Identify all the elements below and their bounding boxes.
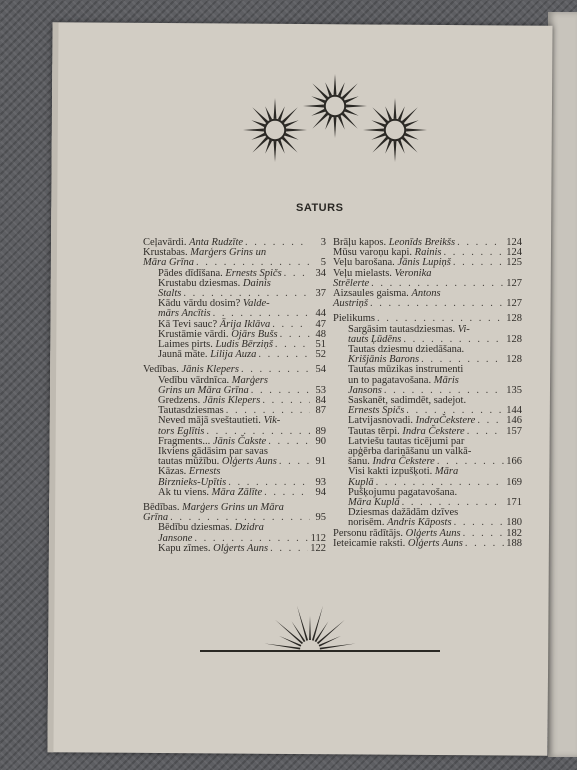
entry-author: tauts Ļūdēns: [348, 333, 402, 345]
ray: [303, 105, 324, 108]
toc-entry[interactable]: [333, 365, 522, 396]
entry-title: Krustabas.: [143, 247, 188, 259]
entry-author: Leonīds Breikšs: [388, 237, 456, 248]
entry-title: Ceļavārdi.: [143, 237, 187, 248]
entry-author: Ludis Bērziņš: [215, 339, 273, 351]
leader-dots: [282, 269, 310, 279]
entry-author: Olģerts Auns: [405, 527, 461, 539]
entry-title: Veļu mielasts.: [333, 267, 392, 279]
ray: [385, 106, 392, 120]
leader-dots: [463, 539, 504, 549]
page-number: 128: [506, 333, 522, 345]
page-number: 44: [315, 308, 326, 320]
entry-title: Krustabu dziesmas.: [158, 277, 241, 289]
ray: [309, 616, 311, 640]
ray: [398, 140, 405, 154]
page-number: 128: [506, 313, 522, 325]
leader-dots: [256, 350, 310, 360]
page-number: 3: [320, 237, 326, 248]
page-number: 157: [506, 425, 522, 437]
toc-line: [158, 488, 326, 498]
entry-author: tors Eglītis: [158, 425, 205, 437]
ray: [398, 106, 405, 120]
page-number: 91: [315, 456, 326, 468]
entry-author: Krišjānis Barons: [348, 354, 420, 366]
ray: [402, 137, 418, 153]
toc-entry[interactable]: [143, 467, 326, 487]
page-number: 94: [315, 486, 326, 498]
leader-dots: [260, 396, 310, 406]
ray: [265, 106, 272, 120]
ray: [264, 643, 300, 649]
toc-line: [348, 467, 522, 477]
page-number: 125: [506, 257, 522, 269]
page-number: 53: [315, 384, 326, 396]
entry-author: Valde-: [242, 298, 270, 310]
entry-title: Pušķojumu pagatavošana.: [348, 486, 458, 498]
entry-author: Kuplā: [348, 476, 374, 488]
ray: [274, 141, 277, 162]
ray: [315, 621, 329, 642]
entry-title: Tautas mūzikas instrumenti: [348, 364, 464, 376]
entry-author: Dzidra: [234, 522, 264, 534]
toc-line: [158, 279, 326, 289]
sun-center: [265, 120, 285, 140]
page-number: 182: [506, 527, 522, 539]
entry-title: Personu rādītājs.: [333, 527, 403, 539]
toc-entry[interactable]: [143, 544, 326, 554]
ray: [252, 137, 268, 153]
page-number: 135: [506, 384, 522, 396]
ray: [342, 83, 358, 99]
ray: [372, 137, 388, 153]
entry-author: Indra Čekstere: [402, 425, 465, 437]
page-number: 180: [506, 517, 522, 529]
ray: [346, 105, 367, 108]
entry-title: Laimes pirts.: [158, 339, 213, 351]
entry-author: Ojārs Bušs: [231, 328, 278, 340]
toc-entry[interactable]: [143, 488, 326, 498]
entry-author: Ernests: [188, 466, 221, 478]
entry-author: Marģers Grins un Māra: [182, 502, 284, 514]
ray: [278, 106, 285, 120]
page-number: 112: [310, 532, 326, 544]
entry-title: Latviešu tautas ticējumi par: [348, 435, 465, 447]
entry-author: Dainis: [242, 277, 271, 289]
entry-author: Māra Grīna: [143, 257, 195, 269]
entry-title: norisēm.: [348, 517, 385, 529]
ray: [325, 82, 332, 96]
toc-entry[interactable]: [143, 248, 326, 268]
ray: [363, 129, 384, 132]
toc-entry[interactable]: [143, 503, 326, 523]
entry-title: Bēdības.: [143, 502, 180, 514]
entry-title: Tautas dziesmu dziedāšana.: [348, 344, 465, 356]
ray: [279, 636, 301, 647]
entry-author: Strēlerte: [333, 277, 370, 289]
entry-author: Māra: [434, 466, 459, 478]
toc-entry[interactable]: [333, 289, 522, 309]
leader-dots: [277, 457, 310, 467]
entry-title: tautas mūžību.: [158, 456, 220, 468]
bottom-rule: [200, 650, 440, 652]
page-number: 169: [506, 476, 522, 488]
toc-entry[interactable]: [143, 447, 326, 467]
entry-author: Rainis: [414, 247, 442, 259]
ray: [265, 140, 272, 154]
toc-left-column: [143, 238, 326, 554]
ray: [385, 140, 392, 154]
leader-dots: [266, 437, 310, 447]
ray: [311, 96, 325, 103]
leader-dots: [461, 529, 505, 539]
toc-entry[interactable]: [143, 350, 326, 360]
ray: [338, 82, 345, 96]
entry-author: Jānis Klepers: [181, 364, 239, 376]
entry-title: Vedību vārdnīca.: [158, 374, 230, 386]
page-number: 48: [315, 328, 326, 340]
entry-title: Jaunā māte.: [158, 349, 208, 361]
entry-title: Bēdību dziesmas.: [158, 522, 233, 534]
page-number: 54: [315, 364, 326, 376]
entry-title: Pādes dīdīšana.: [158, 267, 223, 279]
ray: [405, 120, 419, 127]
page-number: 127: [506, 277, 522, 289]
entry-author: Grins un Māra Grīna: [158, 384, 249, 396]
leader-dots: [368, 299, 504, 309]
leader-dots: [262, 488, 310, 498]
page-number: 95: [315, 512, 326, 524]
entry-title: Kapu zīmes.: [158, 542, 211, 554]
toc-entry[interactable]: [333, 325, 522, 345]
ray: [285, 120, 299, 127]
ray: [405, 133, 419, 140]
entry-author: Ernests Spičs: [348, 405, 405, 417]
toc-entry[interactable]: [333, 508, 522, 528]
toc-line: [143, 503, 326, 513]
ray: [345, 109, 359, 116]
toc-line: [333, 299, 522, 309]
entry-author: Ernests Spičs: [225, 267, 282, 279]
entry-title: Krustāmie vārdi.: [158, 328, 229, 340]
entry-title: Ikviens gādāsim par savas: [158, 446, 268, 458]
ray: [406, 129, 427, 132]
page-number: 146: [506, 415, 522, 427]
ray: [251, 120, 265, 127]
next-page-edge: [548, 12, 577, 757]
toc-line: [158, 350, 326, 360]
entry-title: Ak tu viens.: [158, 486, 210, 498]
ray: [251, 133, 265, 140]
entry-author: Marģers Grins un: [190, 247, 267, 259]
entry-author: Olģerts Auns: [221, 456, 277, 468]
entry-author: Jānis Čakste: [212, 435, 267, 447]
entry-title: Veļu barošana.: [333, 257, 395, 269]
leader-dots: [475, 416, 504, 426]
entry-title: Kādu vārdu dosim?: [158, 298, 241, 310]
entry-title: Vedības.: [143, 364, 179, 376]
ray: [345, 96, 359, 103]
page-number: 34: [315, 267, 326, 279]
toc-line: [333, 539, 522, 549]
ray: [311, 109, 325, 116]
entry-author: Māra Zālīte: [211, 486, 263, 498]
rising-sun-ornament-icon: [250, 600, 370, 652]
toc-entry[interactable]: [143, 523, 326, 543]
page-number: 124: [506, 237, 522, 248]
ray: [320, 643, 356, 649]
entry-title: apģērba darināšanu un valkā-: [348, 446, 472, 458]
ray: [371, 133, 385, 140]
ray: [274, 98, 277, 119]
entry-author: Austriņš: [333, 298, 369, 310]
ray: [312, 83, 328, 99]
leader-dots: [278, 330, 310, 340]
leader-dots: [465, 427, 505, 437]
ray: [282, 107, 298, 123]
entry-author: Stalts: [158, 288, 182, 300]
ray: [394, 98, 397, 119]
entry-title: Gredzens.: [158, 395, 201, 407]
leader-dots: [273, 340, 310, 350]
page-number: 90: [315, 435, 326, 447]
toc-entry[interactable]: [143, 416, 326, 436]
page-number: 124: [506, 247, 522, 259]
page-number: 5: [320, 257, 326, 269]
page-number: 93: [315, 476, 326, 488]
leader-dots: [451, 258, 504, 268]
ray: [243, 129, 264, 132]
page-number: 144: [506, 405, 522, 417]
leader-dots: [455, 238, 504, 248]
entry-title: Fragments...: [158, 435, 211, 447]
ray: [252, 107, 268, 123]
toc-entry[interactable]: [333, 396, 522, 416]
entry-author: Indra Čekstere: [372, 456, 435, 468]
leader-dots: [268, 544, 308, 554]
ray: [285, 133, 299, 140]
entry-author: Jansons: [348, 384, 382, 396]
entry-author: Jānis Klepers: [202, 395, 261, 407]
ray: [282, 137, 298, 153]
sunburst-ornament-icon: [240, 72, 440, 172]
entry-author: Veronika: [394, 267, 432, 279]
entry-author: Lilija Auza: [210, 349, 257, 361]
page-number: 37: [315, 288, 326, 300]
entry-author: Māra Kuplā: [348, 497, 400, 509]
ray: [371, 120, 385, 127]
entry-title: Neved mājā sveštautieti.: [158, 415, 261, 427]
entry-title: Latvijasnovadi.: [348, 415, 414, 427]
page-number: 47: [315, 318, 326, 330]
page-title: SATURS: [296, 202, 344, 214]
sun-center: [385, 120, 405, 140]
entry-author: Anta Rudzīte: [189, 237, 244, 248]
entry-title: Tautas tērpi.: [348, 425, 400, 437]
page-number: 171: [506, 497, 522, 509]
entry-author: IndraČekstere: [415, 415, 476, 427]
page-number: 87: [315, 405, 326, 417]
entry-title: Saskanēt, sadimdēt, sadejot.: [348, 395, 467, 407]
toc-entry[interactable]: [143, 376, 326, 396]
entry-author: Jansone: [158, 532, 193, 544]
entry-author: mārs Ancītis: [158, 308, 211, 320]
page-number: 84: [315, 395, 326, 407]
page-number: 51: [315, 339, 326, 351]
toc-entry[interactable]: [143, 279, 326, 299]
ray: [334, 117, 337, 138]
page-number: 166: [506, 456, 522, 468]
entry-title: Visi kakti izpušķoti.: [348, 466, 433, 478]
entry-author: Jānis Lupiņš: [397, 257, 451, 269]
toc-entry[interactable]: [333, 539, 522, 549]
page-number: 122: [310, 542, 326, 554]
toc-entry[interactable]: [333, 488, 522, 508]
entry-title: Mūsu varoņu kapi.: [333, 247, 413, 259]
ray: [292, 621, 306, 642]
entry-author: Ārija Iklāva: [219, 318, 271, 330]
entry-title: Pielikums: [333, 313, 376, 325]
ray: [312, 606, 323, 641]
ray: [312, 113, 328, 129]
ray: [342, 113, 358, 129]
ray: [334, 74, 337, 95]
toc-entry[interactable]: [333, 269, 522, 289]
ray: [402, 107, 418, 123]
toc-line: [158, 544, 326, 554]
ray: [372, 107, 388, 123]
entry-author: Antons: [411, 288, 441, 300]
toc-entry[interactable]: [333, 467, 522, 487]
ray: [278, 140, 285, 154]
entry-title: Ieteicamie raksti.: [333, 537, 406, 549]
entry-title: šanu.: [348, 456, 370, 468]
entry-title: Aizsaules gaisma.: [333, 288, 409, 300]
entry-title: Sargāsim tautasdziesmas.: [348, 323, 456, 335]
page-number: 127: [506, 298, 522, 310]
toc-entry[interactable]: [333, 345, 522, 365]
ray: [325, 116, 332, 130]
page-number: 52: [315, 349, 326, 361]
ray: [286, 129, 307, 132]
entry-author: Birznieks-Upītis: [158, 476, 227, 488]
entry-author: Vi-: [457, 323, 470, 335]
entry-author: Māris: [433, 374, 459, 386]
page-number: 188: [506, 537, 522, 549]
entry-title: Dziesmas dažādām dzīves: [348, 507, 459, 519]
sun-center: [325, 96, 345, 116]
toc-right-column: [333, 238, 522, 549]
entry-author: Marģers: [231, 374, 268, 386]
entry-author: Olģerts Auns: [407, 537, 463, 549]
entry-title: Kāzas.: [158, 466, 187, 478]
entry-author: Olģerts Auns: [213, 542, 269, 554]
ray: [338, 116, 345, 130]
page-number: 89: [315, 425, 326, 437]
ray: [319, 636, 341, 647]
ray: [297, 606, 308, 641]
page-number: 128: [506, 354, 522, 366]
entry-title: un to pagatavošana.: [348, 374, 432, 386]
entry-title: Brāļu kapos.: [333, 237, 387, 248]
entry-author: Vik-: [263, 415, 281, 427]
entry-author: Grīna: [143, 512, 169, 524]
entry-title: Kā Tevi sauc?: [158, 318, 218, 330]
ray: [394, 141, 397, 162]
entry-author: Andris Kāposts: [387, 517, 452, 529]
entry-title: Tautasdziesmas: [158, 405, 224, 417]
toc-entry[interactable]: [143, 299, 326, 319]
toc-entry[interactable]: [333, 437, 522, 468]
